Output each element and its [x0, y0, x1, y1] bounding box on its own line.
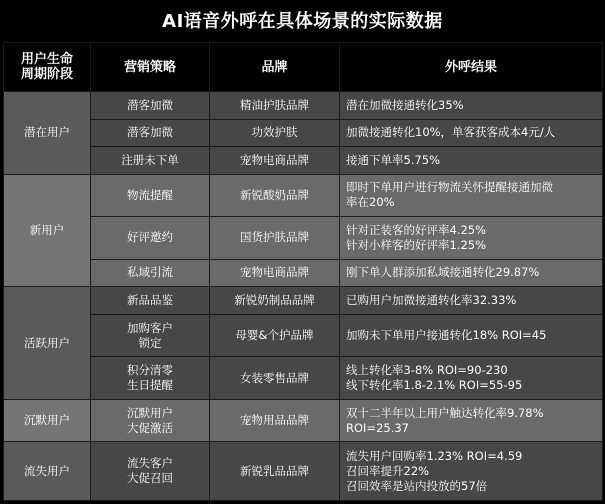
- header-row: [4, 43, 603, 92]
- result-cell: 加购未下单用户接通转化18% ROI=45: [340, 314, 603, 357]
- result-cell: 针对正装客的好评率4.25% 针对小样客的好评率1.25%: [340, 217, 603, 260]
- page-title: AI语音外呼在具体场景的实际数据: [162, 11, 443, 32]
- strategy-cell: 潜客加微: [91, 92, 210, 120]
- brand-cell: 功效护肤: [210, 119, 340, 147]
- brand-cell: 精油护肤品牌: [210, 92, 340, 120]
- table-row: [4, 314, 603, 357]
- stage-cell: 新用户: [4, 174, 91, 287]
- brand-cell: 新锐奶制品品牌: [210, 287, 340, 315]
- brand-cell: 母婴&个护品牌: [210, 314, 340, 357]
- strategy-cell: 潜客加微: [91, 119, 210, 147]
- table-row: [4, 357, 603, 400]
- strategy-cell: 加购客户 锁定: [91, 314, 210, 357]
- table-row: [4, 217, 603, 260]
- stage-cell: 潜在用户: [4, 92, 91, 175]
- header-result: 外呼结果: [340, 43, 603, 92]
- result-cell: 线上转化率3-8% ROI=90-230 线下转化率1.8-2.1% ROI=55-95: [340, 357, 603, 400]
- strategy-cell: 积分清零 生日提醒: [91, 357, 210, 400]
- header-stage: 用户生命 周期阶段: [4, 43, 91, 92]
- strategy-cell: 好评邀约: [91, 217, 210, 260]
- strategy-cell: 物流提醒: [91, 174, 210, 217]
- header-strategy: 营销策略: [91, 43, 210, 92]
- stage-cell: 流失用户: [4, 442, 91, 501]
- result-cell: 潜在加微接通转化35%: [340, 92, 603, 120]
- brand-cell: 新锐乳品品牌: [210, 442, 340, 501]
- table-row: [4, 92, 603, 120]
- stage-cell: 沉默用户: [4, 399, 91, 442]
- brand-cell: 宠物电商品牌: [210, 147, 340, 175]
- table-row: [4, 287, 603, 315]
- data-table: [3, 42, 603, 501]
- strategy-cell: 流失客户 大促召回: [91, 442, 210, 501]
- table-row: [4, 259, 603, 287]
- result-cell: 接通下单率5.75%: [340, 147, 603, 175]
- result-cell: 即时下单用户进行物流关怀提醒接通加微 率在20%: [340, 174, 603, 217]
- brand-cell: 宠物用品品牌: [210, 399, 340, 442]
- result-cell: 刚下单人群添加私域接通转化29.87%: [340, 259, 603, 287]
- result-cell: 加微接通转化10%，单客获客成本4元/人: [340, 119, 603, 147]
- brand-cell: 宠物电商品牌: [210, 259, 340, 287]
- result-cell: 双十二半年以上用户触达转化率9.78% ROI=25.37: [340, 399, 603, 442]
- brand-cell: 女装零售品牌: [210, 357, 340, 400]
- table-row: [4, 442, 603, 501]
- strategy-cell: 私域引流: [91, 259, 210, 287]
- stage-cell: 活跃用户: [4, 287, 91, 400]
- table-row: [4, 399, 603, 442]
- table-row: [4, 147, 603, 175]
- result-cell: 流失用户回购率1.23% ROI=4.59 召回率提升22% 召回效率是站内投放的57倍: [340, 442, 603, 501]
- strategy-cell: 新品品鉴: [91, 287, 210, 315]
- brand-cell: 新锐酸奶品牌: [210, 174, 340, 217]
- table-row: [4, 119, 603, 147]
- strategy-cell: 沉默用户 大促激活: [91, 399, 210, 442]
- brand-cell: 国货护肤品牌: [210, 217, 340, 260]
- result-cell: 已购用户加微接通转化率32.33%: [340, 287, 603, 315]
- table-row: [4, 174, 603, 217]
- strategy-cell: 注册未下单: [91, 147, 210, 175]
- header-brand: 品牌: [210, 43, 340, 92]
